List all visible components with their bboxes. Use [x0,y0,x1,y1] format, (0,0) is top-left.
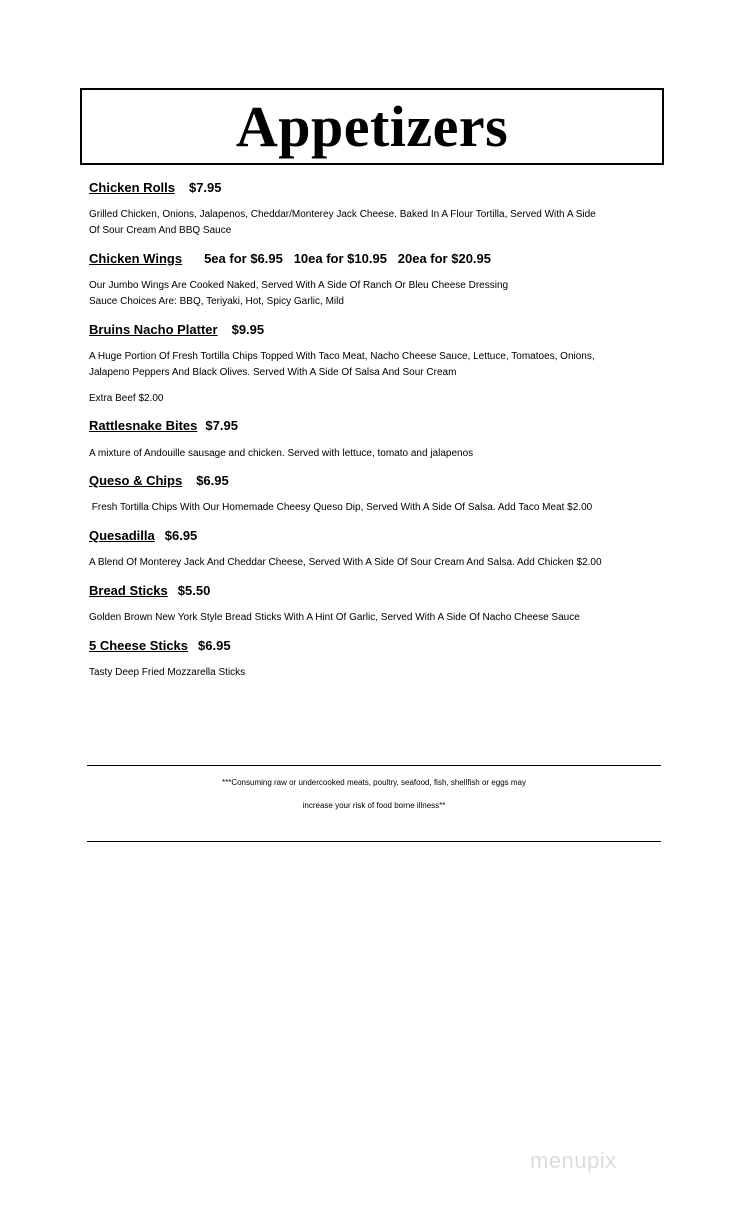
watermark-logo: menupix [530,1148,617,1173]
menu-item-heading [89,251,491,266]
item-price: $6.95 [196,473,229,488]
item-price: $6.95 [164,528,198,543]
page-title: Appetizers [235,93,509,159]
disclaimer-line-2: increase your risk of food borne illness** [302,801,446,810]
menu-item-heading [89,322,264,337]
item-price: 5ea for $6.95 10ea for $10.95 20ea for $20.95 [204,251,491,266]
divider-bottom [87,841,661,842]
menu-item-heading [89,418,238,433]
item-description: Grilled Chicken, Onions, Jalapenos, Cheddar/Monterey Jack Cheese. Baked In A Flour Tortilla, Served With A Side [89,209,596,220]
item-price: $5.50 [177,583,211,598]
item-name: Bread Sticks [89,583,168,598]
item-name: Queso & Chips [89,473,183,488]
item-name: Quesadilla [89,528,155,543]
item-price: $9.95 [231,322,265,337]
item-description: Golden Brown New York Style Bread Sticks With A Hint Of Garlic, Served With A Side Of Nacho Cheese Sauce [89,612,580,623]
item-price: $6.95 [198,638,231,653]
item-description: Tasty Deep Fried Mozzarella Sticks [89,667,246,678]
item-description: Jalapeno Peppers And Black Olives. Served With A Side Of Salsa And Sour Cream [89,367,457,378]
item-name: Rattlesnake Bites [89,418,198,433]
title-box [80,88,664,165]
item-name: Chicken Rolls [89,180,175,195]
item-price: $7.95 [188,180,222,195]
item-price: $7.95 [205,418,238,433]
item-description: A mixture of Andouille sausage and chicken. Served with lettuce, tomato and jalapenos [89,448,474,459]
disclaimer-line-1: ***Consuming raw or undercooked meats, poultry, seafood, fish, shellfish or eggs may [221,778,526,787]
item-description: Sauce Choices Are: BBQ, Teriyaki, Hot, Spicy Garlic, Mild [89,296,344,307]
menu-item-heading [89,180,222,195]
item-description: Of Sour Cream And BBQ Sauce [89,225,232,236]
menu-item-heading [89,583,210,598]
item-description: Fresh Tortilla Chips With Our Homemade Cheesy Queso Dip, Served With A Side Of Salsa. Add Taco Meat $2.00 [89,502,593,513]
item-name: 5 Cheese Sticks [89,638,189,653]
menu-item-heading [89,638,231,653]
divider-top [87,765,661,766]
item-description: A Blend Of Monterey Jack And Cheddar Cheese, Served With A Side Of Sour Cream And Salsa. Add Chicken $2.00 [89,557,602,568]
item-description: Our Jumbo Wings Are Cooked Naked, Served With A Side Of Ranch Or Bleu Cheese Dressing [89,280,509,291]
menu-item-heading [89,528,197,543]
item-name: Chicken Wings [89,251,183,266]
item-name: Bruins Nacho Platter [89,322,218,337]
menu-item-heading [89,473,229,488]
item-description: A Huge Portion Of Fresh Tortilla Chips Topped With Taco Meat, Nacho Cheese Sauce, Lettuce, Tomatoes, Onions, [89,351,595,362]
item-extra: Extra Beef $2.00 [89,393,164,404]
